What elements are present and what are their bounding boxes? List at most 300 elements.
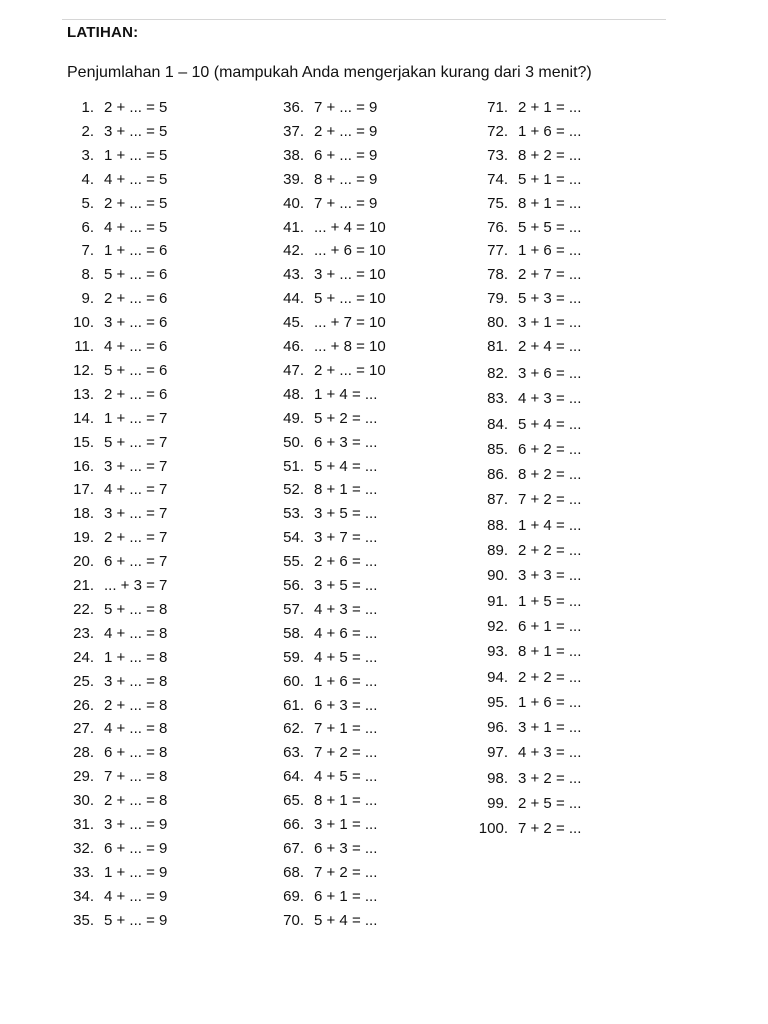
exercise-number: 47. (283, 361, 304, 379)
exercise-number: 10. (73, 314, 94, 332)
exercise-item (62, 478, 167, 502)
exercise-item (268, 120, 377, 144)
exercise-number: 86. (487, 466, 508, 484)
exercise-item (268, 622, 377, 646)
exercise-item (62, 431, 167, 455)
exercise-equation: 4 + 3 = ... (314, 600, 378, 618)
exercise-item (62, 263, 167, 287)
exercise-number: 57. (283, 600, 304, 618)
exercise-item (464, 716, 581, 740)
exercise-equation: 7 + ... = 8 (104, 768, 168, 786)
exercise-equation: 2 + 2 = ... (518, 668, 582, 686)
exercise-equation: 3 + 5 = ... (314, 577, 378, 594)
exercise-item (268, 216, 386, 240)
exercise-number: 59. (283, 648, 304, 666)
exercise-equation: 4 + ... = 6 (104, 338, 168, 355)
exercise-item (464, 564, 581, 588)
exercise-item (268, 335, 386, 359)
exercise-item (464, 362, 581, 386)
exercise-number: 39. (283, 170, 304, 188)
exercise-equation: 4 + ... = 5 (104, 218, 168, 236)
exercise-equation: 3 + 7 = ... (314, 529, 378, 547)
exercise-equation: 5 + ... = 6 (104, 266, 168, 284)
exercise-number: 8. (81, 266, 94, 284)
exercise-number: 66. (283, 816, 304, 833)
exercise-item (464, 311, 581, 335)
exercise-number: 77. (487, 242, 508, 260)
exercise-number: 56. (283, 577, 304, 594)
exercise-item (268, 96, 377, 120)
exercise-number: 55. (283, 553, 304, 571)
exercise-equation: 4 + ... = 7 (104, 481, 168, 499)
exercise-item (464, 120, 581, 144)
worksheet-heading: LATIHAN: (67, 24, 139, 41)
exercise-item (62, 287, 167, 311)
exercise-item (268, 694, 377, 718)
exercise-item (464, 488, 581, 512)
exercise-number: 96. (487, 719, 508, 737)
exercise-number: 71. (487, 99, 508, 116)
exercise-number: 4. (81, 170, 94, 188)
exercise-equation: 8 + 1 = ... (314, 792, 378, 810)
exercise-item (464, 413, 581, 437)
exercise-item (464, 263, 581, 287)
exercise-equation: ... + 8 = 10 (314, 338, 386, 355)
exercise-item (268, 263, 386, 287)
exercise-item (464, 741, 581, 765)
exercise-item (268, 837, 377, 861)
exercise-item (62, 216, 167, 240)
exercise-equation: 4 + 3 = ... (518, 744, 582, 762)
exercise-equation: 1 + 4 = ... (314, 385, 378, 403)
exercise-number: 19. (73, 529, 94, 547)
exercise-number: 75. (487, 194, 508, 212)
exercise-number: 48. (283, 385, 304, 403)
worksheet-instruction: Penjumlahan 1 – 10 (mampukah Anda mengerjakan kurang dari 3 menit?) (67, 64, 592, 81)
exercise-equation: 5 + 2 = ... (314, 409, 378, 427)
exercise-item (62, 861, 167, 885)
exercise-number: 70. (283, 911, 304, 929)
exercise-item (62, 789, 167, 813)
exercise-item (268, 526, 377, 550)
exercise-number: 69. (283, 887, 304, 905)
exercise-number: 67. (283, 839, 304, 857)
exercise-equation: 6 + 2 = ... (518, 440, 582, 458)
exercise-number: 38. (283, 146, 304, 164)
exercise-item (464, 192, 581, 216)
exercise-number: 31. (73, 816, 94, 833)
exercise-number: 80. (487, 314, 508, 332)
exercise-equation: 3 + ... = 6 (104, 314, 168, 332)
exercise-number: 74. (487, 170, 508, 188)
exercise-item (268, 789, 377, 813)
exercise-equation: 2 + ... = 5 (104, 194, 168, 212)
exercise-number: 23. (73, 624, 94, 642)
exercise-equation: 8 + 2 = ... (518, 146, 582, 164)
exercise-equation: 6 + ... = 9 (104, 839, 168, 857)
exercise-item (62, 311, 167, 335)
exercise-number: 42. (283, 242, 304, 260)
exercise-equation: 6 + 3 = ... (314, 433, 378, 451)
exercise-item (62, 741, 167, 765)
exercise-equation: 8 + 1 = ... (518, 194, 582, 212)
exercise-equation: 7 + ... = 9 (314, 194, 378, 212)
exercise-equation: ... + 4 = 10 (314, 218, 386, 236)
exercise-number: 18. (73, 505, 94, 523)
exercise-number: 94. (487, 668, 508, 686)
exercise-number: 90. (487, 567, 508, 585)
exercise-equation: 1 + ... = 5 (104, 146, 168, 164)
exercise-item (62, 885, 167, 909)
exercise-item (464, 216, 581, 240)
exercise-item (268, 478, 377, 502)
exercise-item (464, 539, 581, 563)
exercise-equation: 5 + 5 = ... (518, 218, 582, 236)
exercise-item (464, 387, 581, 411)
exercise-item (62, 502, 167, 526)
exercise-number: 84. (487, 415, 508, 433)
exercise-number: 87. (487, 491, 508, 509)
exercise-equation: 3 + 3 = ... (518, 567, 582, 585)
exercise-equation: 8 + ... = 9 (314, 170, 378, 188)
exercise-number: 26. (73, 696, 94, 714)
exercise-equation: 2 + 2 = ... (518, 542, 582, 559)
exercise-number: 28. (73, 744, 94, 762)
exercise-equation: 3 + 1 = ... (518, 314, 582, 332)
exercise-number: 60. (283, 672, 304, 690)
exercise-item (268, 168, 377, 192)
exercise-equation: 2 + ... = 9 (314, 122, 378, 140)
exercise-number: 7. (81, 242, 94, 260)
exercise-number: 34. (73, 887, 94, 905)
exercise-equation: 3 + ... = 7 (104, 457, 168, 475)
exercise-equation: 1 + ... = 9 (104, 863, 168, 881)
exercise-equation: 2 + ... = 10 (314, 361, 386, 379)
exercise-equation: 7 + 2 = ... (518, 491, 582, 509)
exercise-number: 9. (81, 290, 94, 308)
exercise-equation: 4 + 5 = ... (314, 648, 378, 666)
exercise-number: 11. (74, 338, 94, 355)
exercise-equation: 4 + 6 = ... (314, 624, 378, 642)
exercise-item (464, 438, 581, 462)
exercise-number: 83. (487, 390, 508, 408)
exercise-equation: 2 + 6 = ... (314, 553, 378, 571)
exercise-equation: 5 + ... = 6 (104, 361, 168, 379)
exercise-number: 82. (487, 364, 508, 382)
exercise-equation: ... + 3 = 7 (104, 577, 168, 594)
exercise-equation: ... + 6 = 10 (314, 242, 386, 260)
exercise-equation: 1 + ... = 8 (104, 648, 168, 666)
exercise-equation: 4 + 5 = ... (314, 768, 378, 786)
exercise-number: 98. (487, 769, 508, 787)
exercise-item (62, 144, 167, 168)
exercise-equation: 1 + 6 = ... (314, 672, 378, 690)
exercise-equation: 2 + 4 = ... (518, 338, 582, 355)
exercise-equation: 7 + 2 = ... (518, 820, 582, 838)
exercise-number: 100. (478, 820, 508, 838)
exercise-item (62, 335, 167, 359)
exercise-number: 51. (283, 457, 304, 475)
exercise-equation: 3 + ... = 9 (104, 816, 168, 833)
exercise-item (464, 335, 581, 359)
exercise-number: 24. (73, 648, 94, 666)
exercise-number: 72. (487, 122, 508, 140)
exercise-number: 62. (283, 720, 304, 738)
exercise-item (464, 640, 581, 664)
exercise-item (268, 455, 377, 479)
exercise-number: 79. (487, 290, 508, 308)
exercise-equation: 1 + 4 = ... (518, 516, 582, 534)
exercise-number: 81. (487, 338, 508, 355)
exercise-number: 65. (283, 792, 304, 810)
exercise-equation: 3 + 2 = ... (518, 769, 582, 787)
exercise-equation: 6 + 1 = ... (314, 887, 378, 905)
exercise-number: 64. (283, 768, 304, 786)
exercise-equation: 3 + ... = 7 (104, 505, 168, 523)
exercise-item (62, 622, 167, 646)
exercise-equation: 7 + 1 = ... (314, 720, 378, 738)
exercise-equation: 5 + ... = 8 (104, 600, 168, 618)
exercise-item (62, 120, 167, 144)
exercise-number: 44. (283, 290, 304, 308)
exercise-item (268, 646, 377, 670)
exercise-number: 27. (73, 720, 94, 738)
exercise-item (268, 144, 377, 168)
exercise-item (62, 192, 167, 216)
exercise-item (62, 407, 167, 431)
exercise-item (268, 861, 377, 885)
exercise-number: 25. (73, 672, 94, 690)
exercise-equation: 1 + ... = 6 (104, 242, 168, 260)
exercise-equation: 6 + ... = 7 (104, 553, 168, 571)
exercise-number: 99. (487, 795, 508, 812)
exercise-equation: 2 + ... = 8 (104, 792, 168, 810)
exercise-equation: 5 + 1 = ... (518, 170, 582, 188)
exercise-equation: ... + 7 = 10 (314, 314, 386, 332)
exercise-item (464, 691, 581, 715)
exercise-number: 20. (73, 553, 94, 571)
top-rule (62, 19, 666, 20)
exercise-equation: 8 + 1 = ... (314, 481, 378, 499)
exercise-item (268, 885, 377, 909)
exercise-number: 29. (73, 768, 94, 786)
exercise-item (268, 717, 377, 741)
exercise-equation: 5 + ... = 9 (104, 911, 168, 929)
exercise-equation: 1 + 6 = ... (518, 242, 582, 260)
exercise-item (62, 574, 167, 598)
exercise-equation: 6 + ... = 9 (314, 146, 378, 164)
exercise-number: 63. (283, 744, 304, 762)
exercise-item (268, 598, 377, 622)
exercise-number: 45. (283, 314, 304, 332)
exercise-equation: 5 + 4 = ... (314, 457, 378, 475)
exercise-item (464, 168, 581, 192)
exercise-item (62, 168, 167, 192)
exercise-item (268, 311, 386, 335)
exercise-item (62, 694, 167, 718)
exercise-number: 91. (487, 592, 508, 610)
exercise-number: 21. (73, 577, 94, 594)
exercise-number: 88. (487, 516, 508, 534)
exercise-number: 68. (283, 863, 304, 881)
exercise-item (268, 574, 377, 598)
exercise-item (62, 550, 167, 574)
exercise-number: 40. (283, 194, 304, 212)
exercise-number: 12. (73, 361, 94, 379)
exercise-item (464, 817, 581, 841)
exercise-number: 5. (81, 194, 94, 212)
exercise-item (268, 813, 377, 837)
exercise-number: 13. (73, 385, 94, 403)
exercise-number: 37. (283, 122, 304, 140)
exercise-equation: 3 + 1 = ... (518, 719, 582, 737)
exercise-equation: 1 + 6 = ... (518, 693, 582, 711)
exercise-number: 97. (487, 744, 508, 762)
exercise-number: 46. (283, 338, 304, 355)
exercise-item (268, 909, 377, 933)
exercise-number: 14. (73, 409, 94, 427)
exercise-number: 2. (81, 122, 94, 140)
exercise-item (62, 813, 167, 837)
exercise-item (62, 96, 167, 120)
exercise-equation: 4 + ... = 5 (104, 170, 168, 188)
exercise-item (464, 463, 581, 487)
exercise-equation: 2 + ... = 6 (104, 290, 168, 308)
exercise-equation: 7 + ... = 9 (314, 99, 378, 116)
exercise-number: 61. (283, 696, 304, 714)
exercise-item (464, 666, 581, 690)
exercise-equation: 5 + 4 = ... (518, 415, 582, 433)
exercise-item (62, 646, 167, 670)
exercise-number: 76. (487, 218, 508, 236)
exercise-number: 49. (283, 409, 304, 427)
exercise-number: 58. (283, 624, 304, 642)
exercise-item (464, 615, 581, 639)
exercise-number: 3. (81, 146, 94, 164)
exercise-number: 78. (487, 266, 508, 284)
exercise-item (62, 717, 167, 741)
exercise-number: 43. (283, 266, 304, 284)
exercise-item (268, 431, 377, 455)
exercise-number: 36. (283, 99, 304, 116)
exercise-number: 89. (487, 542, 508, 559)
exercise-number: 30. (73, 792, 94, 810)
exercise-item (62, 837, 167, 861)
exercise-item (62, 526, 167, 550)
exercise-equation: 3 + 1 = ... (314, 816, 378, 833)
exercise-equation: 2 + ... = 7 (104, 529, 168, 547)
exercise-number: 1. (81, 99, 94, 116)
exercise-equation: 1 + 6 = ... (518, 122, 582, 140)
exercise-number: 32. (73, 839, 94, 857)
exercise-equation: 2 + ... = 6 (104, 385, 168, 403)
exercise-equation: 4 + 3 = ... (518, 390, 582, 408)
exercise-equation: 7 + 2 = ... (314, 863, 378, 881)
exercise-equation: 2 + ... = 5 (104, 99, 168, 116)
exercise-equation: 5 + ... = 7 (104, 433, 168, 451)
exercise-equation: 3 + ... = 8 (104, 672, 168, 690)
exercise-equation: 4 + ... = 9 (104, 887, 168, 905)
exercise-equation: 3 + 5 = ... (314, 505, 378, 523)
exercise-equation: 2 + 7 = ... (518, 266, 582, 284)
exercise-number: 54. (283, 529, 304, 547)
exercise-number: 52. (283, 481, 304, 499)
exercise-item (464, 767, 581, 791)
exercise-number: 85. (487, 440, 508, 458)
exercise-number: 17. (73, 481, 94, 499)
exercise-equation: 8 + 2 = ... (518, 466, 582, 484)
exercise-equation: 2 + 5 = ... (518, 795, 582, 812)
exercise-number: 73. (487, 146, 508, 164)
exercise-item (464, 144, 581, 168)
exercise-item (268, 192, 377, 216)
exercise-equation: 4 + ... = 8 (104, 720, 168, 738)
exercise-number: 6. (81, 218, 94, 236)
exercise-item (268, 383, 377, 407)
exercise-equation: 4 + ... = 8 (104, 624, 168, 642)
exercise-equation: 5 + 4 = ... (314, 911, 378, 929)
exercise-equation: 6 + 1 = ... (518, 617, 582, 635)
exercise-item (268, 407, 377, 431)
exercise-equation: 3 + ... = 10 (314, 266, 386, 284)
exercise-item (464, 792, 581, 816)
exercise-equation: 7 + 2 = ... (314, 744, 378, 762)
exercise-number: 41. (283, 218, 304, 236)
exercise-number: 22. (73, 600, 94, 618)
exercise-equation: 2 + ... = 8 (104, 696, 168, 714)
exercise-equation: 5 + 3 = ... (518, 290, 582, 308)
exercise-number: 15. (73, 433, 94, 451)
exercise-item (62, 909, 167, 933)
exercise-item (464, 287, 581, 311)
exercise-equation: 3 + 6 = ... (518, 364, 582, 382)
exercise-item (268, 502, 377, 526)
exercise-item (62, 670, 167, 694)
exercise-equation: 1 + 5 = ... (518, 592, 582, 610)
exercise-number: 95. (487, 693, 508, 711)
exercise-item (268, 239, 386, 263)
exercise-item (62, 359, 167, 383)
exercise-equation: 6 + 3 = ... (314, 696, 378, 714)
exercise-item (268, 359, 386, 383)
exercise-equation: 6 + 3 = ... (314, 839, 378, 857)
exercise-item (268, 287, 386, 311)
exercise-number: 92. (487, 617, 508, 635)
exercise-item (62, 239, 167, 263)
exercise-number: 16. (73, 457, 94, 475)
exercise-equation: 8 + 1 = ... (518, 643, 582, 661)
exercise-number: 93. (487, 643, 508, 661)
exercise-equation: 5 + ... = 10 (314, 290, 386, 308)
exercise-item (268, 741, 377, 765)
exercise-equation: 6 + ... = 8 (104, 744, 168, 762)
exercise-number: 35. (73, 911, 94, 929)
exercise-equation: 1 + ... = 7 (104, 409, 168, 427)
exercise-item (464, 514, 581, 538)
exercise-number: 50. (283, 433, 304, 451)
exercise-item (62, 383, 167, 407)
exercise-item (464, 96, 581, 120)
exercise-item (464, 239, 581, 263)
exercise-item (62, 598, 167, 622)
exercise-item (62, 455, 167, 479)
exercise-item (268, 550, 377, 574)
exercise-item (464, 590, 581, 614)
exercise-number: 53. (283, 505, 304, 523)
exercise-equation: 2 + 1 = ... (518, 99, 582, 116)
exercise-number: 33. (73, 863, 94, 881)
exercise-item (268, 670, 377, 694)
